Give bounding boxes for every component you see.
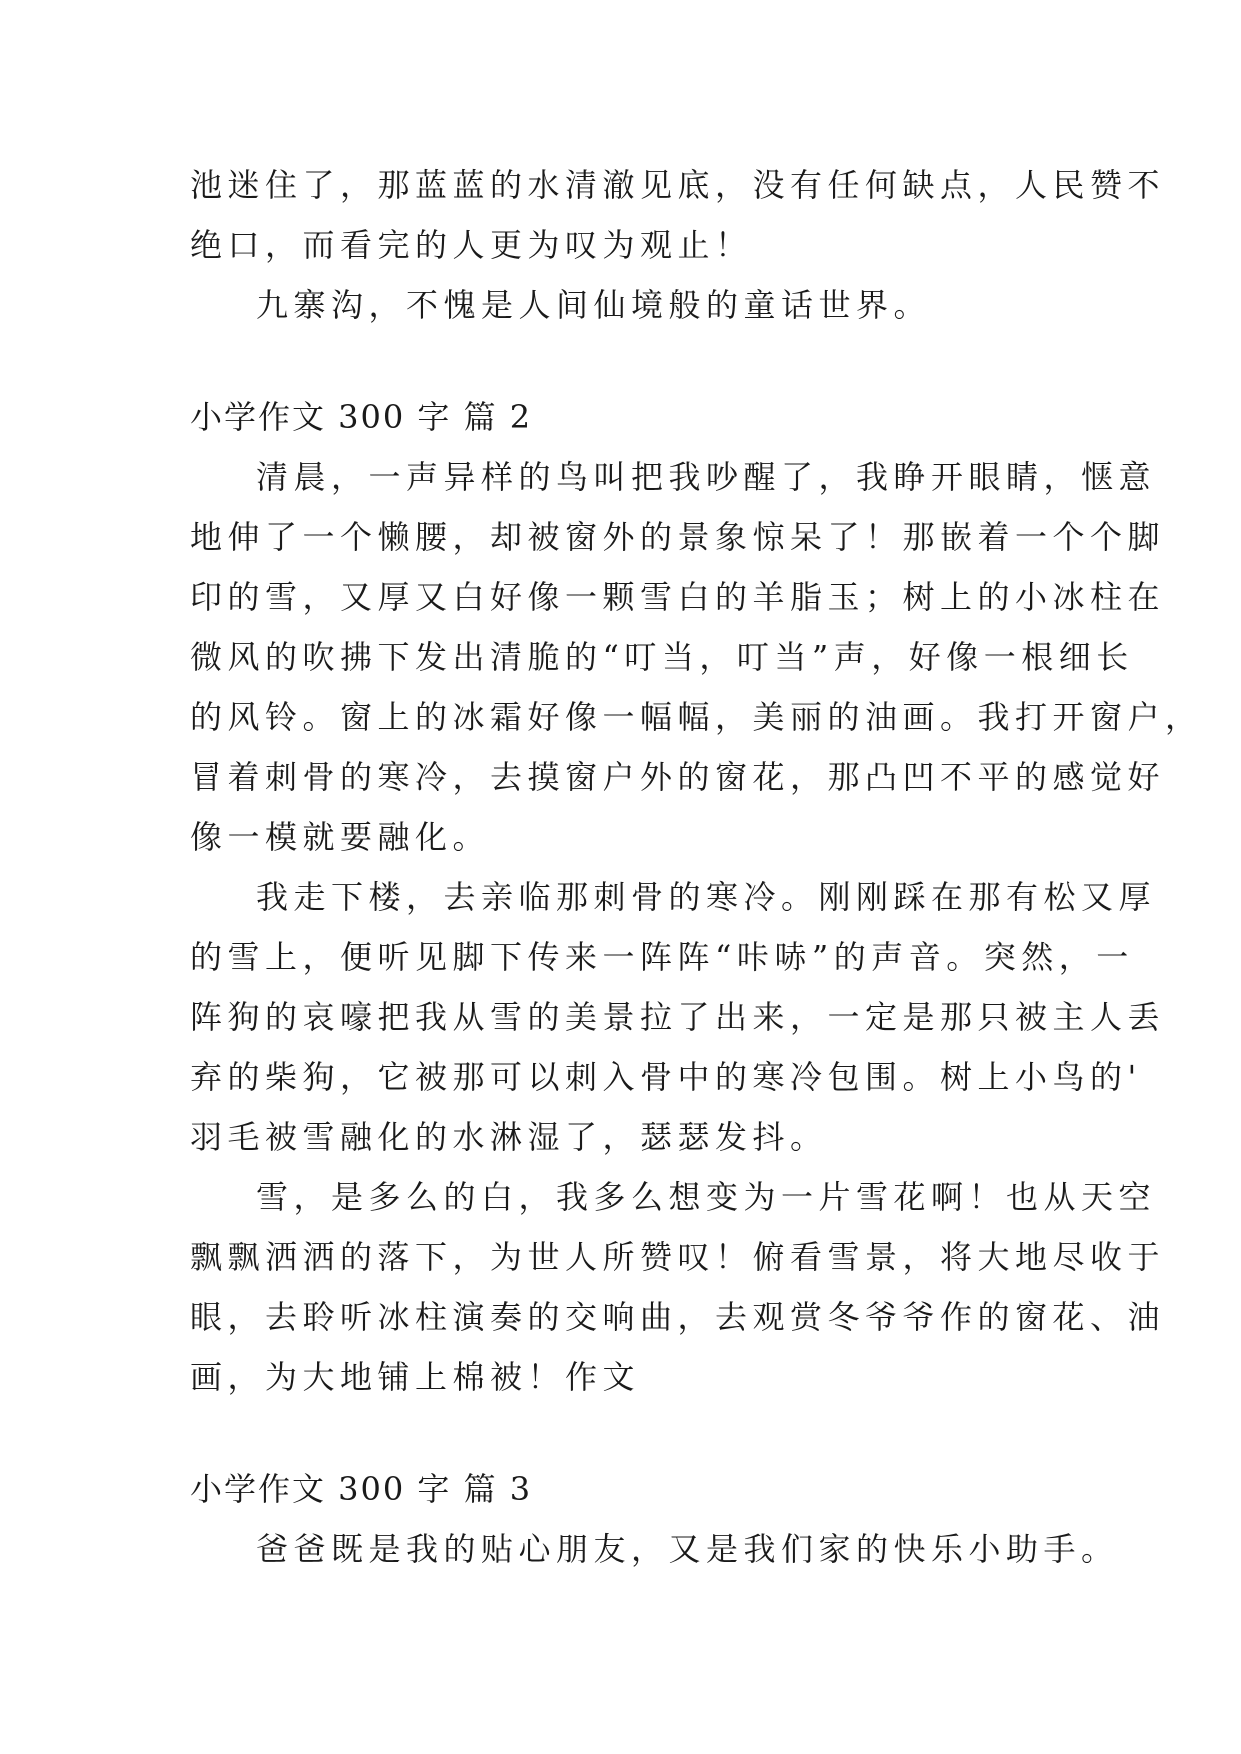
text-line: 阵狗的哀嚎把我从雪的美景拉了出来，一定是那只被主人丢 (190, 998, 1166, 1036)
text-line: 的风铃。窗上的冰霜好像一幅幅，美丽的油画。我打开窗户， (190, 698, 1203, 736)
intro-closing-paragraph (190, 275, 1056, 335)
text-line: 像一模就要融化。 (190, 818, 491, 856)
text-line: 画，为大地铺上棉被！作文 (190, 1358, 641, 1396)
section3-paragraph-1 (190, 1519, 1119, 1579)
text-line: 印的雪，又厚又白好像一颗雪白的羊脂玉；树上的小冰柱在 (190, 578, 1166, 616)
section-gap (190, 335, 1056, 387)
text-line: 绝口，而看完的人更为叹为观止！ (190, 226, 753, 264)
text-line: 爸爸既是我的贴心朋友，又是我们家的快乐小助手。 (256, 1530, 1119, 1568)
intro-paragraph (190, 155, 1166, 275)
document-body (190, 155, 1203, 1579)
text-line: 清晨，一声异样的鸟叫把我吵醒了，我睁开眼睛，惬意 (256, 458, 1157, 496)
text-line: 的雪上，便听见脚下传来一阵阵“咔哧”的声音。突然，一 (190, 938, 1134, 976)
section-heading-2: 小学作文 300 字 篇 2 (190, 398, 533, 436)
text-line: 眼，去聆听冰柱演奏的交响曲，去观赏冬爷爷作的窗花、油 (190, 1298, 1166, 1336)
text-line: 池迷住了，那蓝蓝的水清澈见底，没有任何缺点，人民赞不 (190, 166, 1166, 204)
text-line: 微风的吹拂下发出清脆的“叮当，叮当”声，好像一根细长 (190, 638, 1134, 676)
text-line: 飘飘洒洒的落下，为世人所赞叹！俯看雪景，将大地尽收于 (190, 1238, 1166, 1276)
section2-paragraph-1 (190, 447, 1203, 867)
text-line: 地伸了一个懒腰，却被窗外的景象惊呆了！那嵌着一个个脚 (190, 518, 1166, 556)
section-gap (190, 1407, 1056, 1459)
section2-paragraph-2 (190, 867, 1166, 1167)
text-line: 我走下楼，去亲临那刺骨的寒冷。刚刚踩在那有松又厚 (256, 878, 1157, 916)
text-line: 弃的柴狗，它被那可以刺入骨中的寒冷包围。树上小鸟的' (190, 1058, 1142, 1096)
text-line: 九寨沟，不愧是人间仙境般的童话世界。 (256, 286, 932, 324)
section-heading-3: 小学作文 300 字 篇 3 (190, 1470, 533, 1508)
section2-paragraph-3 (190, 1167, 1166, 1407)
text-line: 羽毛被雪融化的水淋湿了，瑟瑟发抖。 (190, 1118, 828, 1156)
text-line: 雪，是多么的白，我多么想变为一片雪花啊！也从天空 (256, 1178, 1157, 1216)
text-line: 冒着刺骨的寒冷，去摸窗户外的窗花，那凸凹不平的感觉好 (190, 758, 1166, 796)
